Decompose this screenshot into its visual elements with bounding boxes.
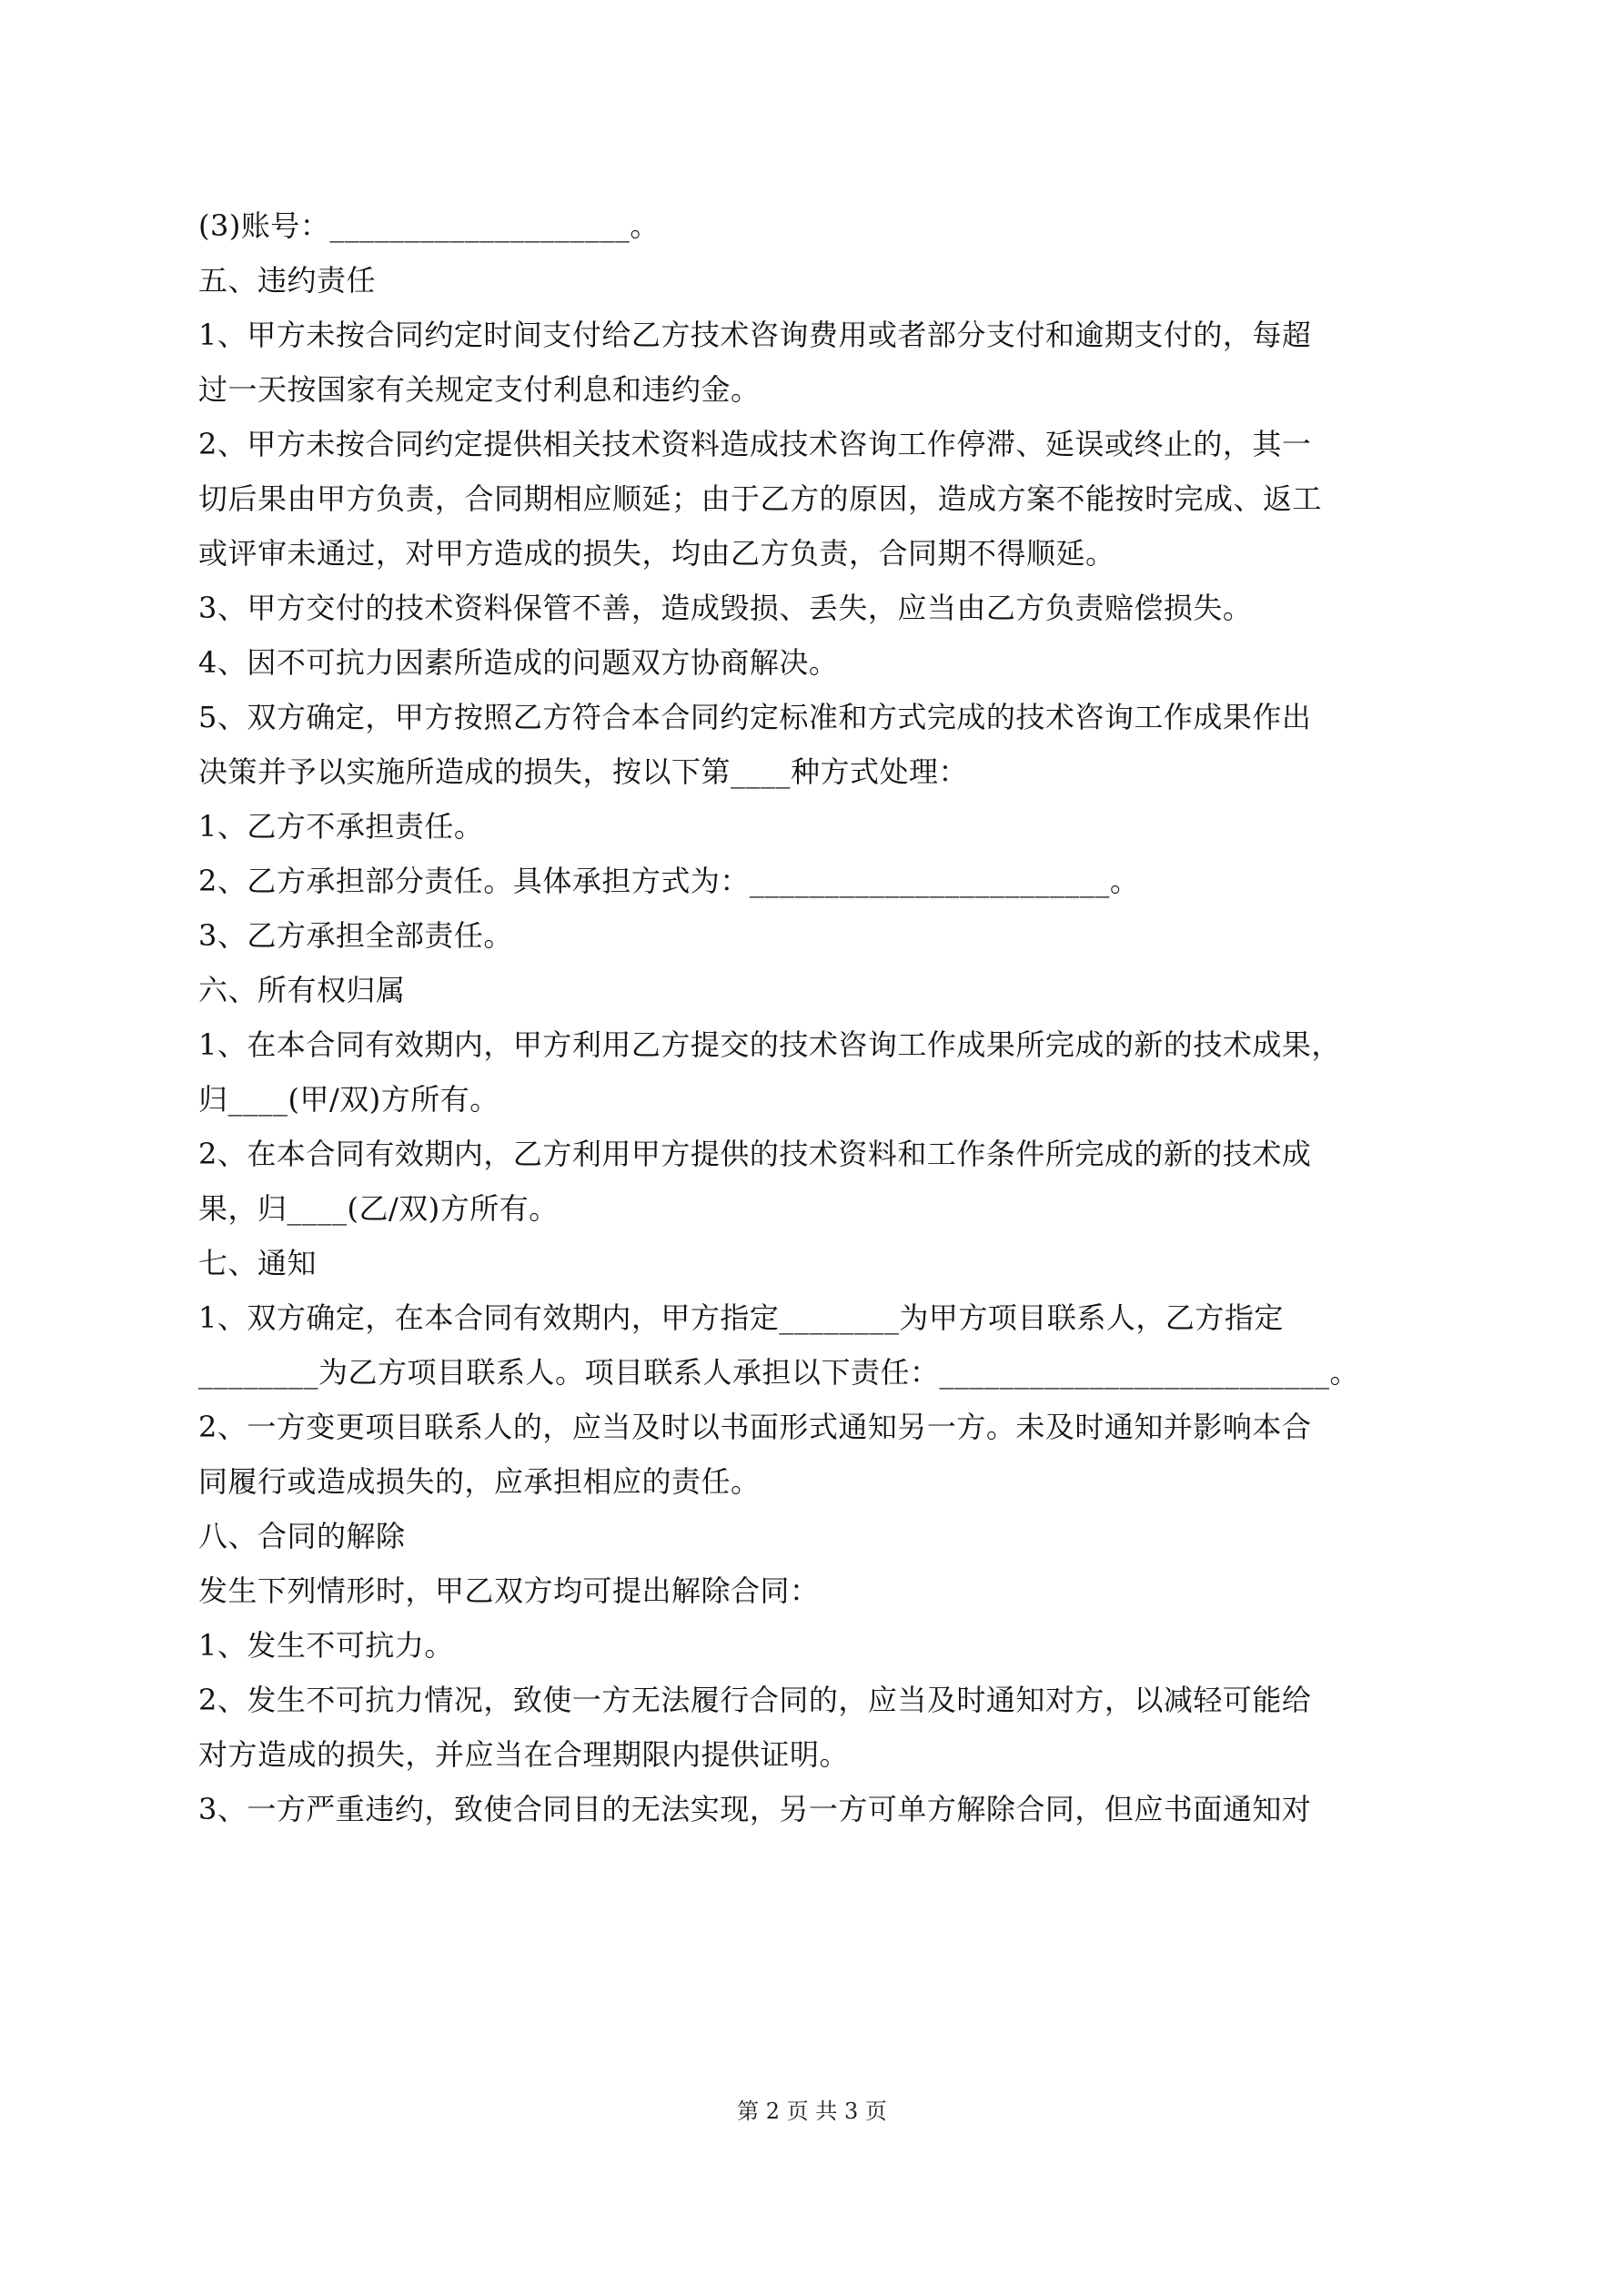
page-number-footer: 第 2 页 共 3 页 — [737, 2099, 887, 2124]
paragraph-line: 5、双方确定，甲方按照乙方符合本合同约定标准和方式完成的技术咨询工作成果作出 — [198, 700, 1312, 734]
paragraph-line: 1、发生不可抗力。 — [198, 1628, 454, 1663]
paragraph-line: 同履行或造成损失的，应承担相应的责任。 — [198, 1464, 761, 1499]
document-body — [198, 198, 1436, 1836]
paragraph-line: 2、甲方未按合同约定提供相关技术资料造成技术咨询工作停滞、延误或终止的，其一 — [198, 427, 1312, 461]
section-heading-termination: 八、合同的解除 — [198, 1519, 406, 1553]
paragraph-line: 3、一方严重违约，致使合同目的无法实现，另一方可单方解除合同，但应书面通知对 — [198, 1792, 1312, 1826]
paragraph-line: 过一天按国家有关规定支付利息和违约金。 — [198, 372, 761, 407]
option-line: 1、乙方不承担责任。 — [198, 809, 484, 844]
paragraph-line: ________为乙方项目联系人。项目联系人承担以下责任：__________________________。 — [198, 1355, 1360, 1390]
option-line: 2、乙方承担部分责任。具体承担方式为：________________________。 — [198, 864, 1140, 898]
paragraph-line: 2、发生不可抗力情况，致使一方无法履行合同的，应当及时通知对方，以减轻可能给 — [198, 1683, 1312, 1717]
paragraph-line: 发生下列情形时，甲乙双方均可提出解除合同： — [198, 1573, 820, 1608]
paragraph-line: 决策并予以实施所造成的损失，按以下第____种方式处理： — [198, 754, 969, 789]
paragraph-line: 3、甲方交付的技术资料保管不善，造成毁损、丢失，应当由乙方负责赔偿损失。 — [198, 591, 1253, 625]
option-line: 3、乙方承担全部责任。 — [198, 918, 513, 953]
paragraph-line: 2、在本合同有效期内，乙方利用甲方提供的技术资料和工作条件所完成的新的技术成 — [198, 1137, 1312, 1171]
paragraph-line: 1、在本合同有效期内，甲方利用乙方提交的技术咨询工作成果所完成的新的技术成果， — [198, 1027, 1341, 1062]
paragraph-line: 对方造成的损失，并应当在合理期限内提供证明。 — [198, 1737, 850, 1772]
paragraph-line: 2、一方变更项目联系人的，应当及时以书面形式通知另一方。未及时通知并影响本合 — [198, 1410, 1312, 1444]
paragraph-line: 或评审未通过，对甲方造成的损失，均由乙方负责，合同期不得顺延。 — [198, 536, 1115, 571]
paragraph-line: 归____(甲/双)方所有。 — [198, 1082, 499, 1117]
section-heading-notice: 七、通知 — [198, 1246, 318, 1280]
paragraph-line: 1、甲方未按合同约定时间支付给乙方技术咨询费用或者部分支付和逾期支付的，每超 — [198, 318, 1312, 352]
paragraph-line: 1、双方确定，在本合同有效期内，甲方指定________为甲方项目联系人，乙方指定 — [198, 1300, 1284, 1335]
paragraph-line: 果，归____(乙/双)方所有。 — [198, 1191, 559, 1226]
paragraph-line: 4、因不可抗力因素所造成的问题双方协商解决。 — [198, 645, 839, 680]
account-number-line: (3)账号：____________________。 — [198, 208, 660, 243]
section-heading-breach-liability: 五、违约责任 — [198, 263, 377, 298]
paragraph-line: 切后果由甲方负责，合同期相应顺延；由于乙方的原因，造成方案不能按时完成、返工 — [198, 481, 1323, 516]
section-heading-ownership: 六、所有权归属 — [198, 973, 406, 1007]
